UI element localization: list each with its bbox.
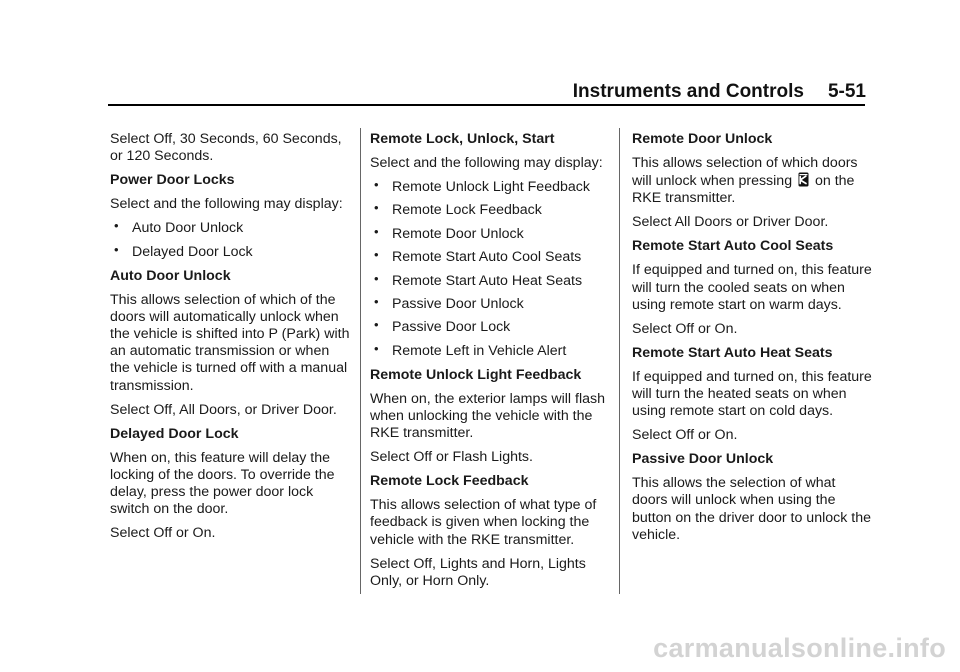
list-item: • Remote Start Auto Heat Seats bbox=[374, 270, 583, 289]
header-rule bbox=[108, 104, 865, 106]
paragraph: Select All Doors or Driver Door. bbox=[632, 214, 829, 231]
heading-remote-start-auto-heat-seats: Remote Start Auto Heat Seats bbox=[632, 344, 833, 361]
paragraph: This allows the selection of what doors will unlock when using the button on the driver door to unlock the vehicle. bbox=[632, 475, 871, 543]
list-item: • Remote Unlock Light Feedback bbox=[374, 177, 590, 195]
bullet-icon: • bbox=[114, 241, 119, 257]
paragraph: Select Off or On. bbox=[632, 427, 738, 444]
list-item: • Remote Start Auto Cool Seats bbox=[374, 247, 582, 266]
paragraph: Select Off, 30 Seconds, 60 Seconds, or 120 Seconds. bbox=[110, 131, 342, 165]
paragraph: Select and the following may display: bbox=[110, 196, 343, 213]
paragraph: If equipped and turned on, this feature will turn the cooled seats on when using remote start on warm days. bbox=[632, 262, 872, 313]
page-header bbox=[573, 81, 866, 103]
heading-passive-door-unlock: Passive Door Unlock bbox=[632, 451, 774, 468]
heading-auto-door-unlock: Auto Door Unlock bbox=[110, 267, 231, 284]
bullet-icon: • bbox=[374, 177, 379, 192]
paragraph: Select Off, All Doors, or Driver Door. bbox=[110, 401, 337, 418]
bullet-icon: • bbox=[374, 293, 379, 309]
paragraph: Select Off, Lights and Horn, Lights Only, or Horn Only. bbox=[370, 555, 586, 589]
heading-remote-lock-unlock-start: Remote Lock, Unlock, Start bbox=[370, 131, 555, 147]
column-2 bbox=[370, 131, 608, 597]
heading-remote-unlock-light-feedback: Remote Unlock Light Feedback bbox=[370, 366, 582, 383]
paragraph: When on, this feature will delay the locking of the doors. To override the delay, press the power door lock switch on the door. bbox=[110, 449, 335, 518]
bullet-icon: • bbox=[374, 317, 379, 333]
column-1 bbox=[110, 131, 352, 549]
section-title: Instruments and Controls bbox=[572, 81, 804, 102]
bullet-icon: • bbox=[374, 247, 379, 263]
bullet-icon: • bbox=[374, 223, 379, 239]
column-divider bbox=[619, 128, 620, 594]
watermark: carmanualsonline.info bbox=[653, 633, 946, 663]
bullet-icon: • bbox=[374, 270, 379, 286]
paragraph: This allows selection of which doors will unlock when pressing on the RKE transmitter. bbox=[632, 155, 858, 207]
bullet-icon: • bbox=[114, 218, 119, 234]
column-divider bbox=[360, 128, 361, 594]
heading-power-door-locks: Power Door Locks bbox=[110, 172, 235, 189]
list-item: • Delayed Door Lock bbox=[114, 241, 253, 260]
paragraph: This allows selection of what type of feedback is given when locking the vehicle with the RKE transmitter. bbox=[370, 497, 597, 548]
heading-remote-door-unlock: Remote Door Unlock bbox=[632, 131, 773, 147]
paragraph: If equipped and turned on, this feature will turn the heated seats on when using remote start on cold days. bbox=[632, 368, 872, 420]
paragraph: This allows selection of which of the doors will automatically unlock when the vehicle is shifted into P (Park) with an automatic transmission or when the vehicle is turned off with a manual transmission. bbox=[110, 291, 350, 394]
page-number: 5-51 bbox=[827, 81, 866, 102]
column-3 bbox=[632, 131, 874, 551]
list-item: • Remote Left in Vehicle Alert bbox=[374, 340, 567, 359]
list-item: • Auto Door Unlock bbox=[114, 218, 244, 237]
list-item: • Remote Lock Feedback bbox=[374, 200, 542, 219]
paragraph: Select and the following may display: bbox=[370, 155, 603, 171]
list-item: • Passive Door Unlock bbox=[374, 293, 524, 312]
list-item: • Remote Door Unlock bbox=[374, 223, 524, 242]
power-door-locks-list bbox=[110, 220, 352, 261]
bullet-icon: • bbox=[374, 340, 379, 356]
unlock-key-icon bbox=[798, 172, 809, 187]
heading-delayed-door-lock: Delayed Door Lock bbox=[110, 425, 239, 442]
paragraph: Select Off or On. bbox=[632, 320, 738, 337]
heading-remote-start-auto-cool-seats: Remote Start Auto Cool Seats bbox=[632, 238, 834, 255]
list-item: • Passive Door Lock bbox=[374, 317, 511, 336]
heading-remote-lock-feedback: Remote Lock Feedback bbox=[370, 473, 529, 490]
bullet-icon: • bbox=[374, 200, 379, 216]
remote-options-list bbox=[370, 179, 608, 360]
paragraph: When on, the exterior lamps will flash when unlocking the vehicle with the RKE transmitter. bbox=[370, 390, 605, 442]
paragraph: Select Off or Flash Lights. bbox=[370, 449, 533, 466]
paragraph: Select Off or On. bbox=[110, 525, 216, 542]
